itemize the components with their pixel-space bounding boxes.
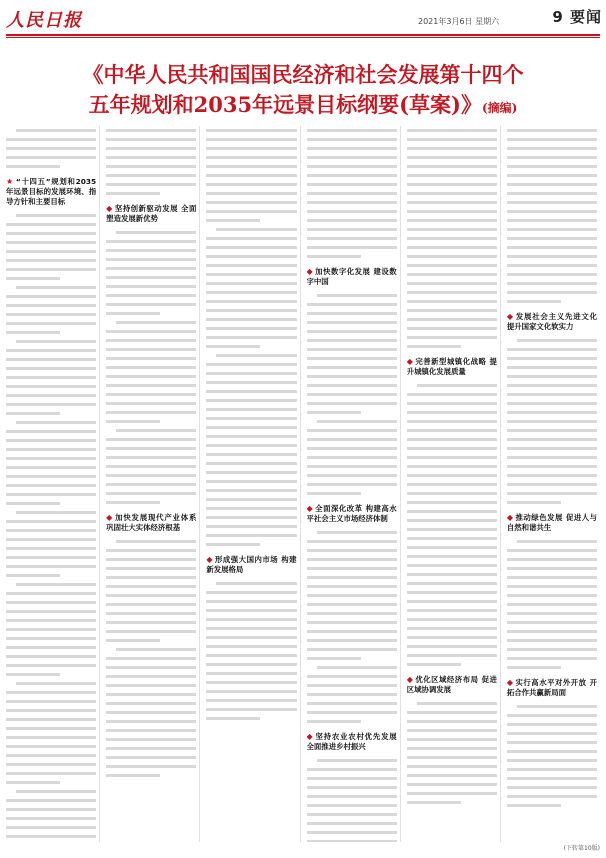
headline-line-1: 《中华人民共和国国民经济和社会发展第十四个	[82, 62, 524, 87]
text-block	[6, 211, 96, 842]
text-block	[407, 699, 497, 807]
text-block	[106, 228, 196, 507]
column-2	[106, 126, 200, 842]
section-heading: ◆ 坚持农业农村优先发展 全面推进乡村振兴	[306, 732, 397, 751]
column-3	[206, 126, 300, 842]
section-heading: ◆ 形成强大国内市场 构建新发展格局	[206, 555, 297, 574]
text-block	[106, 537, 196, 780]
masthead-rule-thin	[6, 37, 600, 38]
continued-note: (下转第10版)	[563, 845, 600, 852]
text-block	[106, 126, 196, 198]
text-block	[507, 702, 597, 810]
section-heading: ◆ 实行高水平对外开放 开拓合作共赢新局面	[506, 678, 598, 697]
text-block	[206, 579, 296, 723]
text-block	[307, 126, 397, 261]
section-heading: ◆ 加快发展现代产业体系 巩固壮大实体经济根基	[106, 513, 197, 532]
page-number: 9	[552, 8, 564, 26]
text-block	[307, 291, 397, 498]
masthead	[6, 4, 602, 34]
masthead-rule	[6, 34, 600, 36]
section-heading: ★ “十四五”规划和2035年远景目标的发展环境、指导方针和主要目标	[6, 177, 97, 206]
text-block	[206, 126, 296, 549]
page-label	[552, 6, 602, 27]
section-heading: ◆ 发展社会主义先进文化 提升国家文化软实力	[506, 312, 598, 331]
section-heading: ◆ 优化区域经济布局 促进区域协调发展	[406, 675, 497, 694]
headline-line-2: 五年规划和2035年远景目标纲要(草案)》	[88, 92, 482, 117]
section-heading: ◆ 推动绿色发展 促进人与自然和谐共生	[506, 513, 598, 532]
text-block	[307, 528, 397, 726]
column-4	[307, 126, 401, 842]
text-block	[407, 381, 497, 669]
section-heading: ◆ 完善新型城镇化战略 提升城镇化发展质量	[406, 357, 497, 376]
section-heading: ◆ 坚持创新驱动发展 全面塑造发展新优势	[106, 204, 197, 223]
section-heading: ◆ 加快数字化发展 建设数字中国	[306, 267, 397, 286]
text-block	[507, 537, 597, 672]
text-block	[507, 126, 597, 306]
section-heading: ◆ 全面深化改革 构建高水平社会主义市场经济体制	[306, 504, 397, 523]
column-1	[6, 126, 100, 842]
text-block	[6, 126, 96, 171]
column-5	[407, 126, 501, 842]
issue-date: 2021年3月6日 星期六	[418, 17, 500, 26]
main-headline	[8, 60, 598, 123]
text-block	[307, 756, 397, 842]
text-block	[407, 126, 497, 351]
newspaper-logo: 人民日报	[6, 10, 82, 31]
column-6	[507, 126, 600, 842]
page-section-title: 要闻	[569, 8, 602, 26]
headline-suffix: (摘编)	[481, 101, 518, 115]
article-columns	[6, 126, 600, 842]
text-block	[507, 336, 597, 507]
